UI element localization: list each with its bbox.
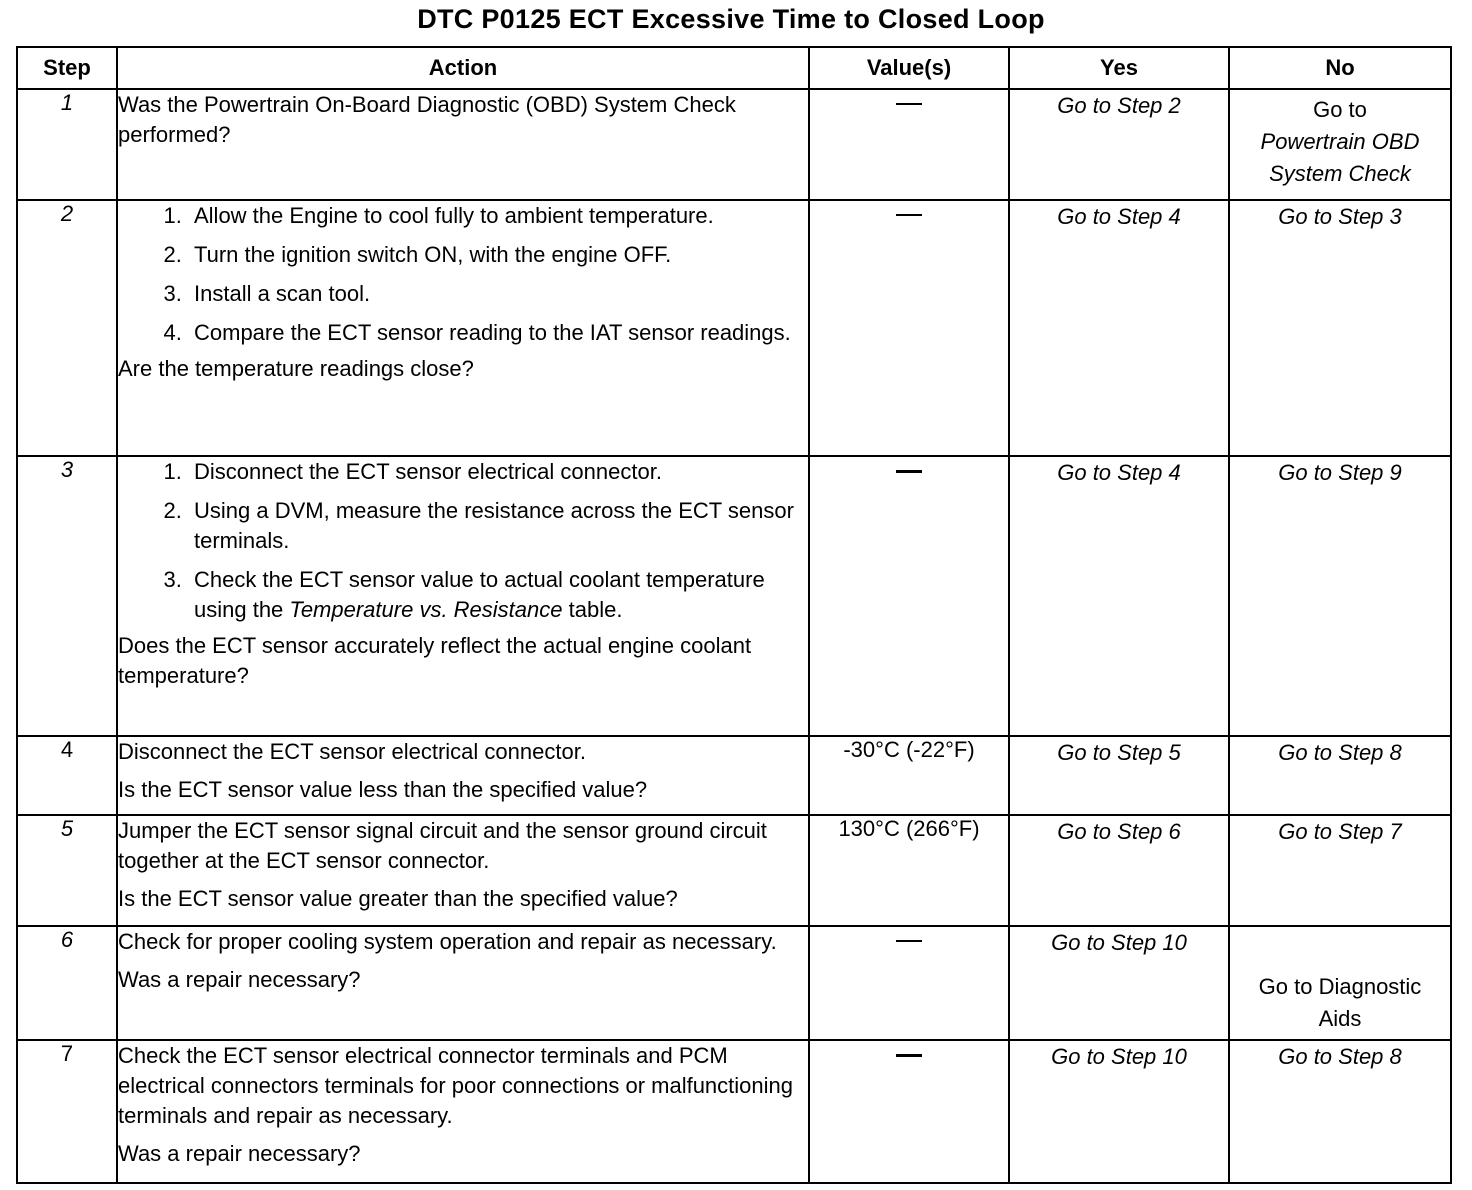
step-number: 4 [17, 736, 117, 815]
value-cell [809, 1040, 1009, 1183]
list-item: 2. Turn the ignition switch ON, with the engine OFF. [188, 240, 808, 270]
list-item: 4. Compare the ECT sensor reading to the IAT sensor readings. [188, 318, 808, 348]
action-cell [117, 200, 809, 456]
action-text: Was the Powertrain On-Board Diagnostic (OBD) System Check performed? [118, 92, 736, 147]
table-reference: Temperature vs. Resistance [289, 597, 563, 622]
action-cell [117, 926, 809, 1040]
no-line-1: Go to [1313, 97, 1367, 122]
yes-cell: Go to Step 4 [1009, 456, 1229, 736]
page-title: DTC P0125 ECT Excessive Time to Closed Loop [417, 4, 1045, 34]
action-text: Check for proper cooling system operation and repair as necessary. [118, 929, 777, 954]
no-cell: Go to Step 8 [1229, 1040, 1451, 1183]
step-number: 6 [17, 926, 117, 1040]
yes-cell: Go to Step 4 [1009, 200, 1229, 456]
no-cell: Go to Step 8 [1229, 736, 1451, 815]
value-cell [809, 200, 1009, 456]
header-row [17, 47, 1451, 89]
action-text: Disconnect the ECT sensor electrical connector. [118, 739, 586, 764]
value-cell [809, 456, 1009, 736]
action-question: Was a repair necessary? [118, 967, 361, 992]
step-number: 5 [17, 815, 117, 926]
yes-cell: Go to Step 10 [1009, 1040, 1229, 1183]
action-cell [117, 89, 809, 200]
action-text: Jumper the ECT sensor signal circuit and the sensor ground circuit together at the ECT sensor connector. [118, 818, 767, 873]
step-number: 2 [17, 200, 117, 456]
value-cell [809, 926, 1009, 1040]
action-question: Is the ECT sensor value greater than the specified value? [118, 886, 678, 911]
header-values: Value(s) [809, 47, 1009, 89]
no-cell: Go to Step 9 [1229, 456, 1451, 736]
list-item: 1. Allow the Engine to cool fully to ambient temperature. [188, 201, 808, 231]
list-item [188, 565, 808, 625]
value-dash [896, 214, 922, 216]
yes-cell: Go to Step 2 [1009, 89, 1229, 200]
action-steps-list [118, 457, 808, 625]
action-question: Was a repair necessary? [118, 1141, 361, 1166]
value-cell [809, 89, 1009, 200]
table-row [17, 89, 1451, 200]
action-question: Are the temperature readings close? [118, 356, 474, 381]
yes-cell: Go to Step 10 [1009, 926, 1229, 1040]
action-cell [117, 1040, 809, 1183]
header-yes: Yes [1009, 47, 1229, 89]
value-dash [896, 470, 922, 473]
step-number: 1 [17, 89, 117, 200]
action-cell [117, 815, 809, 926]
no-cell: Go to Step 7 [1229, 815, 1451, 926]
table-row [17, 815, 1451, 926]
value-cell: 130°C (266°F) [809, 815, 1009, 926]
action-cell [117, 736, 809, 815]
list-item: 1. Disconnect the ECT sensor electrical connector. [188, 457, 808, 487]
value-dash [896, 940, 922, 942]
table-row [17, 456, 1451, 736]
action-question: Does the ECT sensor accurately reflect the actual engine coolant temperature? [118, 633, 752, 688]
step-number: 7 [17, 1040, 117, 1183]
no-cell: Go to Diagnostic Aids [1229, 926, 1451, 1040]
yes-cell: Go to Step 5 [1009, 736, 1229, 815]
list-item: 2. Using a DVM, measure the resistance across the ECT sensor terminals. [188, 496, 808, 556]
list-item-text: table. [562, 597, 623, 622]
list-item-text: Check the ECT sensor value to actual coolant temperature using the [194, 567, 765, 622]
step-number: 3 [17, 456, 117, 736]
table-row [17, 926, 1451, 1040]
action-text: Check the ECT sensor electrical connector terminals and PCM electrical connectors terminals for poor connections or malfunctioning terminals and repair as necessary. [118, 1043, 793, 1128]
action-question: Is the ECT sensor value less than the specified value? [118, 777, 648, 802]
no-line-2: Powertrain OBD System Check [1260, 129, 1420, 186]
table-row [17, 200, 1451, 456]
table-row [17, 736, 1451, 815]
no-cell [1229, 89, 1451, 200]
no-cell: Go to Step 3 [1229, 200, 1451, 456]
table-row [17, 1040, 1451, 1183]
action-cell [117, 456, 809, 736]
value-cell: -30°C (-22°F) [809, 736, 1009, 815]
value-dash [896, 103, 922, 105]
value-dash [896, 1054, 922, 1057]
header-step: Step [17, 47, 117, 89]
diagnostic-table [16, 46, 1452, 1184]
list-item: 3. Install a scan tool. [188, 279, 808, 309]
header-action: Action [117, 47, 809, 89]
yes-cell: Go to Step 6 [1009, 815, 1229, 926]
action-steps-list [118, 201, 808, 348]
header-no: No [1229, 47, 1451, 89]
